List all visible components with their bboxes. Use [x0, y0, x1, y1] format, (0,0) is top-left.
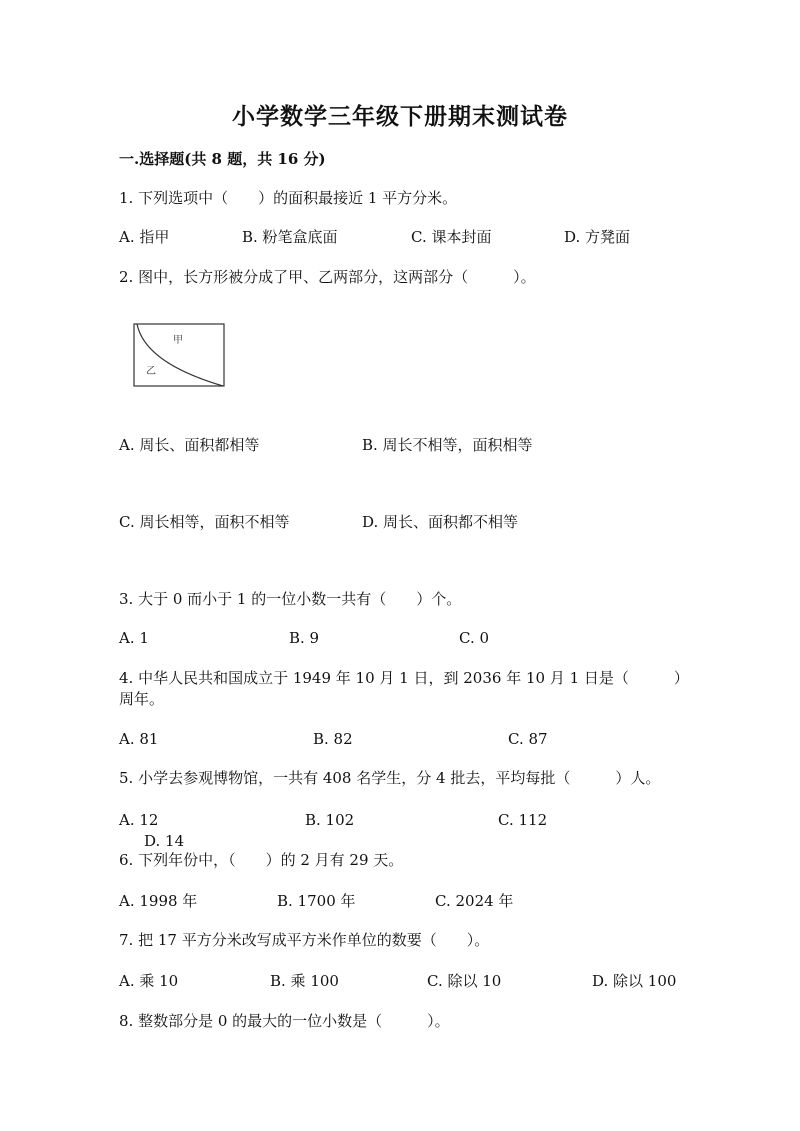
- q7-option-b: B. 乘 100: [270, 972, 339, 990]
- question-4-stem-line2: 周年。: [119, 690, 165, 708]
- question-5-stem: 5. 小学去参观博物馆，一共有 408 名学生，分 4 批去，平均每批（ ）人。: [119, 769, 661, 787]
- q5-option-b: B. 102: [305, 811, 355, 829]
- q1-option-d: D. 方凳面: [564, 228, 631, 246]
- figure-label-jia: 甲: [173, 335, 183, 346]
- question-1-stem: 1. 下列选项中（ ）的面积最接近 1 平方分米。: [119, 189, 458, 207]
- question-7-stem: 7. 把 17 平方分米改写成平方米作单位的数要（ ）。: [119, 931, 490, 949]
- q3-option-a: A. 1: [119, 629, 149, 647]
- q7-option-a: A. 乘 10: [119, 972, 179, 990]
- section-heading: 一.选择题(共 8 题，共 16 分): [119, 150, 326, 168]
- q6-option-b: B. 1700 年: [277, 892, 356, 910]
- q4-option-a: A. 81: [119, 730, 159, 748]
- q1-option-b: B. 粉笔盒底面: [242, 228, 338, 246]
- q1-option-c: C. 课本封面: [411, 228, 492, 246]
- q2-option-d: D. 周长、面积都不相等: [362, 513, 519, 531]
- q3-option-b: B. 9: [289, 629, 320, 647]
- question-4-stem: 4. 中华人民共和国成立于 1949 年 10 月 1 日，到 2036 年 10 月 1 日是（ ）: [119, 669, 689, 687]
- question-8-stem: 8. 整数部分是 0 的最大的一位小数是（ ）。: [119, 1012, 450, 1030]
- figure-label-yi: 乙: [146, 366, 156, 377]
- q4-option-c: C. 87: [508, 730, 548, 748]
- q7-option-c: C. 除以 10: [427, 972, 502, 990]
- question-2-stem: 2. 图中，长方形被分成了甲、乙两部分，这两部分（ ）。: [119, 268, 536, 286]
- q5-option-a: A. 12: [119, 811, 159, 829]
- q1-option-a: A. 指甲: [119, 228, 170, 246]
- q2-option-a: A. 周长、面积都相等: [119, 436, 260, 454]
- q4-option-b: B. 82: [313, 730, 353, 748]
- q6-option-a: A. 1998 年: [119, 892, 198, 910]
- rectangle-figure: [133, 323, 227, 389]
- q5-option-d: D. 14: [144, 832, 185, 850]
- q6-option-c: C. 2024 年: [435, 892, 514, 910]
- q2-option-c: C. 周长相等，面积不相等: [119, 513, 290, 531]
- q2-option-b: B. 周长不相等，面积相等: [362, 436, 533, 454]
- q7-option-d: D. 除以 100: [592, 972, 677, 990]
- page-title: 小学数学三年级下册期末测试卷: [232, 103, 568, 130]
- q5-option-c: C. 112: [498, 811, 548, 829]
- question-3-stem: 3. 大于 0 而小于 1 的一位小数一共有（ ）个。: [119, 590, 462, 608]
- question-6-stem: 6. 下列年份中，（ ）的 2 月有 29 天。: [119, 851, 404, 869]
- q3-option-c: C. 0: [459, 629, 490, 647]
